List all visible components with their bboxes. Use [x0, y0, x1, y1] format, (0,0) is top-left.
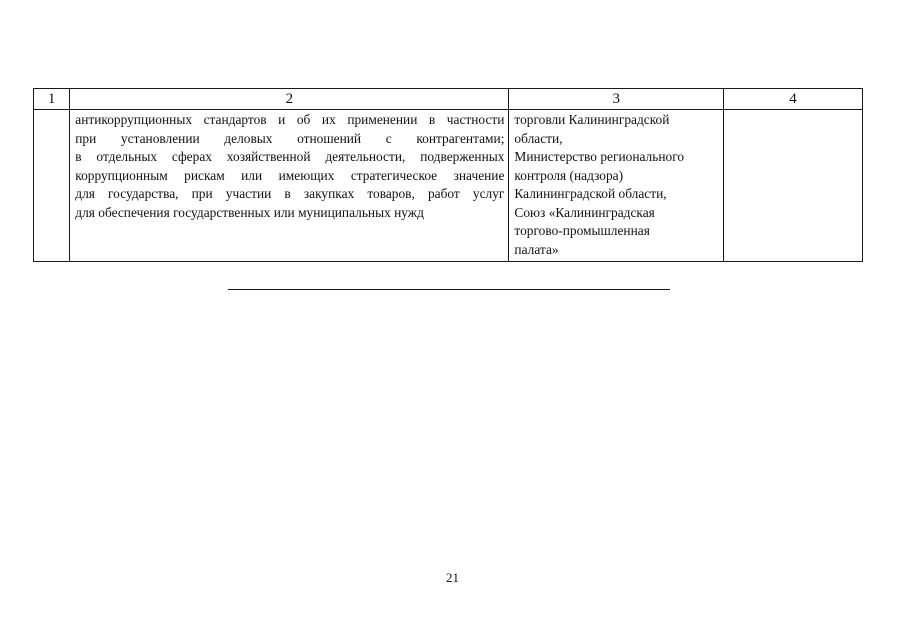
responsible-line: Калининградской области, — [514, 186, 667, 201]
header-col-2: 2 — [70, 89, 509, 110]
cell-responsible-parties — [509, 110, 724, 262]
table-row — [34, 110, 863, 262]
responsible-line: области, — [514, 130, 563, 146]
header-col-4: 4 — [723, 89, 862, 110]
measure-line: при установлении деловых отношений с контрагентами; — [75, 130, 505, 146]
measure-line: для государства, при участии в закупках товаров, работ услуг — [75, 186, 505, 201]
responsible-line: Союз «Калининградская — [514, 204, 655, 220]
table-header-row — [34, 89, 863, 110]
header-col-1: 1 — [34, 89, 70, 110]
responsible-line: контроля (надзора) — [514, 167, 624, 183]
responsible-line: торгово-промышленная — [514, 223, 650, 238]
document-table — [33, 88, 863, 262]
responsible-line: Министерство регионального — [514, 149, 685, 164]
end-of-document-rule — [228, 289, 670, 290]
measure-line: для обеспечения государственных или муниципальных нужд — [75, 204, 424, 220]
measure-line: антикоррупционных стандартов и об их применении в частности — [75, 112, 505, 127]
responsible-line: палата» — [514, 241, 559, 257]
table-body — [34, 110, 863, 262]
measure-line: в отдельных сферах хозяйственной деятельности, подверженных — [75, 149, 505, 164]
header-col-3: 3 — [509, 89, 724, 110]
cell-deadline — [723, 110, 862, 262]
page-number: 21 — [446, 570, 459, 585]
measure-line: коррупционным рискам или имеющих стратегическое значение — [75, 167, 505, 183]
cell-measure-description — [70, 110, 509, 262]
cell-number — [34, 110, 70, 262]
responsible-line: торговли Калининградской — [514, 112, 670, 127]
table-header — [34, 89, 863, 110]
